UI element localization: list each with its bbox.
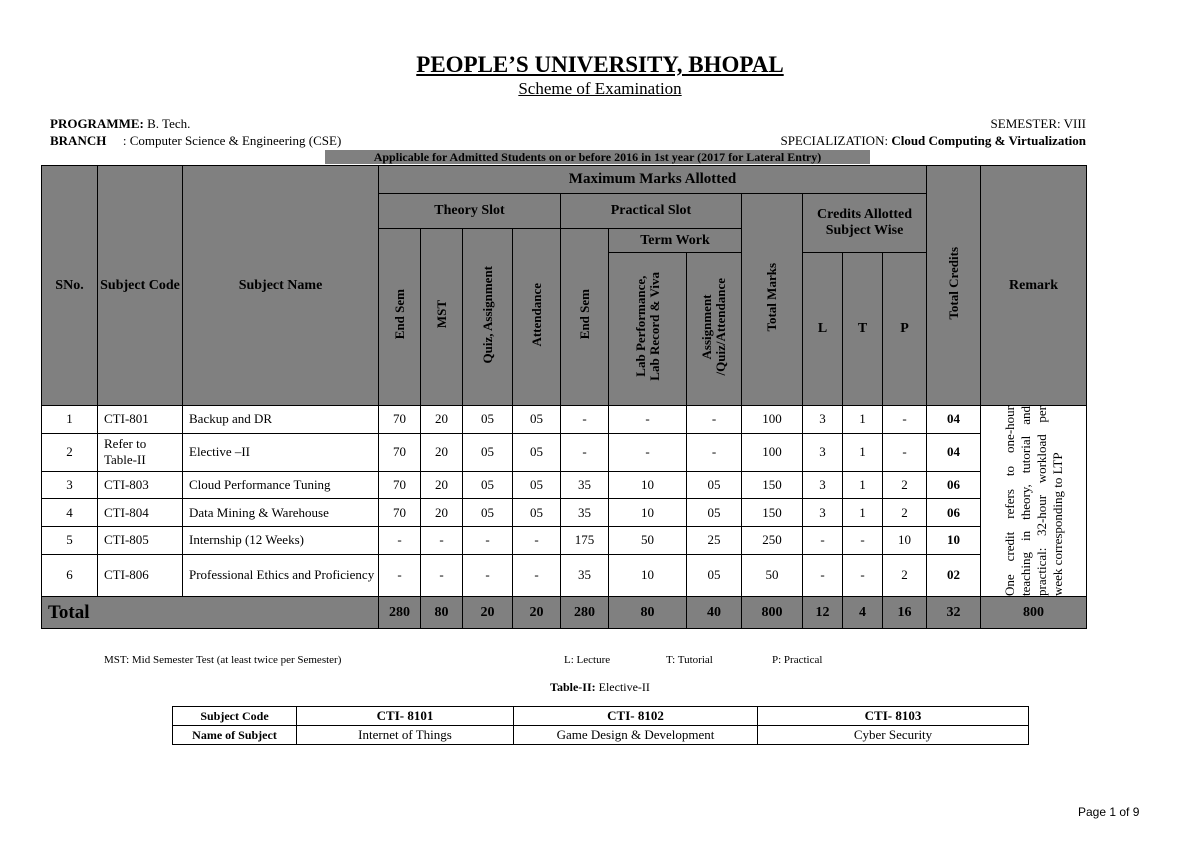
row-quiz: 05 [463,433,513,471]
branch-value: : Computer Science & Engineering (CSE) [122,133,342,148]
row-att: - [513,526,561,554]
row-te: 70 [379,471,421,499]
table-row [42,499,1087,527]
total-remark: 800 [981,597,1087,629]
row-mst: 20 [421,433,463,471]
row-total: 100 [742,433,803,471]
elective-code-3: CTI- 8103 [758,707,1029,726]
row-total-credits: 02 [927,554,981,597]
total-assignment: 40 [687,597,742,629]
header-p: P [883,253,927,406]
header-max-marks: Maximum Marks Allotted [379,166,927,194]
row-t: - [843,526,883,554]
row-quiz: - [463,526,513,554]
elective-caption [0,680,1200,695]
header-lab-text [634,272,662,381]
specialization-line [780,133,1086,149]
row-p: - [883,406,927,434]
elective-name-label: Name of Subject [173,726,297,745]
row-sno: 5 [42,526,98,554]
row-te: 70 [379,433,421,471]
row-l: 3 [803,471,843,499]
note-lecture: L: Lecture [564,654,611,666]
header-t: T [843,253,883,406]
elective-table [172,706,1029,745]
elective-name-1: Internet of Things [297,726,514,745]
specialization-label: SPECIALIZATION: [780,133,889,148]
row-total: 150 [742,499,803,527]
total-marks: 800 [742,597,803,629]
header-total-marks [742,194,803,406]
row-t: 1 [843,499,883,527]
row-quiz: 05 [463,499,513,527]
row-subject-name: Data Mining & Warehouse [183,499,379,527]
row-p: 2 [883,554,927,597]
total-attendance: 20 [513,597,561,629]
row-sno: 3 [42,471,98,499]
programme-value: B. Tech. [147,116,191,131]
header-assignment-line1: Assignment [699,294,714,360]
row-pe: 35 [561,499,609,527]
header-lab-performance [609,253,687,406]
total-p: 16 [883,597,927,629]
row-subject-name: Backup and DR [183,406,379,434]
row-total: 150 [742,471,803,499]
row-sno: 4 [42,499,98,527]
total-t: 4 [843,597,883,629]
total-lab: 80 [609,597,687,629]
row-lab: - [609,433,687,471]
header-lab-line1: Lab Performance, [632,275,648,378]
row-subject-code: CTI-801 [98,406,183,434]
elective-caption-text: Elective-II [598,680,650,694]
row-att: 05 [513,433,561,471]
row-total-credits: 06 [927,471,981,499]
row-subject-name: Elective –II [183,433,379,471]
row-asg: 25 [687,526,742,554]
applicability-banner: Applicable for Admitted Students on or before 2016 in 1st year (2017 for Lateral Entry) [325,150,870,164]
elective-code-2: CTI- 8102 [514,707,758,726]
elective-code-label: Subject Code [173,707,297,726]
header-total-marks-text: Total Marks [764,262,779,332]
branch-line [50,133,341,149]
header-assignment-line2: /Quiz/Attendance [713,277,728,376]
row-asg: - [687,433,742,471]
row-l: - [803,526,843,554]
header-term-work: Term Work [609,229,742,253]
row-total-credits: 10 [927,526,981,554]
row-p: 10 [883,526,927,554]
row-p: - [883,433,927,471]
header-credits-allotted: Credits Allotted Subject Wise [803,194,927,253]
row-sno: 6 [42,554,98,597]
row-lab: 10 [609,499,687,527]
header-theory-endsem-text: End Sem [391,289,407,340]
row-asg: 05 [687,554,742,597]
row-att: 05 [513,499,561,527]
row-sno: 2 [42,433,98,471]
header-quiz [463,229,513,406]
row-subject-code: CTI-804 [98,499,183,527]
header-total-credits-text: Total Credits [945,246,961,320]
elective-code-1: CTI- 8101 [297,707,514,726]
row-asg: 05 [687,471,742,499]
row-l: - [803,554,843,597]
header-subject-name: Subject Name [183,166,379,406]
row-mst: 20 [421,406,463,434]
row-total-credits: 06 [927,499,981,527]
row-subject-name: Cloud Performance Tuning [183,471,379,499]
header-attendance-text: Attendance [528,282,544,347]
total-credits: 32 [927,597,981,629]
row-lab: - [609,406,687,434]
page-number: Page 1 of 9 [1078,805,1140,819]
table-row [42,526,1087,554]
row-total: 100 [742,406,803,434]
row-pe: - [561,406,609,434]
table-row [42,554,1087,597]
header-practical-slot: Practical Slot [561,194,742,229]
elective-caption-label: Table-II: [550,680,596,694]
row-subject-code: CTI-803 [98,471,183,499]
header-quiz-text: Quiz, Assignment [479,265,495,364]
row-t: 1 [843,433,883,471]
page-title: PEOPLE’S UNIVERSITY, BHOPAL [416,52,784,77]
branch-label: BRANCH [50,133,107,148]
row-mst: 20 [421,499,463,527]
row-subject-code: Refer to Table-II [98,433,183,471]
row-total: 50 [742,554,803,597]
table-row [42,471,1087,499]
elective-name-2: Game Design & Development [514,726,758,745]
header-theory-slot: Theory Slot [379,194,561,229]
row-t: 1 [843,471,883,499]
total-row [42,597,1087,629]
note-tutorial: T: Tutorial [666,654,713,666]
row-subject-name: Internship (12 Weeks) [183,526,379,554]
header-subject-code: Subject Code [98,166,183,406]
programme-label: PROGRAMME: [50,116,144,131]
row-att: 05 [513,471,561,499]
row-l: 3 [803,499,843,527]
row-l: 3 [803,406,843,434]
total-mst: 80 [421,597,463,629]
row-total-credits: 04 [927,406,981,434]
programme-line [50,116,190,132]
row-quiz: 05 [463,471,513,499]
header-sno: SNo. [42,166,98,406]
row-p: 2 [883,499,927,527]
row-te: 70 [379,406,421,434]
row-p: 2 [883,471,927,499]
header-l: L [803,253,843,406]
row-att: 05 [513,406,561,434]
header-assignment [687,253,742,406]
header-theory-endsem [379,229,421,406]
row-pe: 35 [561,471,609,499]
specialization-value: Cloud Computing & Virtualization [891,133,1086,148]
header-lab-line2: Lab Record & Viva [646,272,662,381]
row-t: - [843,554,883,597]
row-pe: - [561,433,609,471]
row-mst: - [421,526,463,554]
row-mst: 20 [421,471,463,499]
note-practical: P: Practical [772,654,823,666]
row-mst: - [421,554,463,597]
row-sno: 1 [42,406,98,434]
row-quiz: 05 [463,406,513,434]
row-subject-code: CTI-805 [98,526,183,554]
header-attendance [513,229,561,406]
note-mst: MST: Mid Semester Test (at least twice per Semester) [104,654,342,666]
header-mst-text: MST [433,300,449,329]
header-assignment-text [700,278,728,376]
row-pe: 175 [561,526,609,554]
table-row [42,406,1087,434]
scheme-table [41,165,1087,629]
header-remark: Remark [981,166,1087,406]
row-t: 1 [843,406,883,434]
remark-cell [981,406,1087,597]
semester: SEMESTER: VIII [990,116,1086,131]
row-lab: 10 [609,554,687,597]
row-te: - [379,554,421,597]
row-asg: - [687,406,742,434]
header-mst [421,229,463,406]
table-row [42,433,1087,471]
row-subject-code: CTI-806 [98,554,183,597]
row-subject-name: Professional Ethics and Proficiency [183,554,379,597]
row-lab: 10 [609,471,687,499]
total-l: 12 [803,597,843,629]
page-subtitle: Scheme of Examination [518,79,682,98]
row-asg: 05 [687,499,742,527]
row-te: 70 [379,499,421,527]
total-theory-endsem: 280 [379,597,421,629]
row-lab: 50 [609,526,687,554]
remark-text: One credit refers to one-hour teaching in theory, tutorial and practical: 32-hour workload per week corresponding to LTP [1001,406,1065,596]
header-total-credits [927,166,981,406]
total-practical-endsem: 280 [561,597,609,629]
row-total-credits: 04 [927,433,981,471]
row-pe: 35 [561,554,609,597]
total-label: Total [42,597,379,629]
row-total: 250 [742,526,803,554]
elective-name-3: Cyber Security [758,726,1029,745]
header-practical-endsem-text: End Sem [576,289,592,340]
total-quiz: 20 [463,597,513,629]
row-l: 3 [803,433,843,471]
row-quiz: - [463,554,513,597]
row-te: - [379,526,421,554]
row-att: - [513,554,561,597]
header-practical-endsem [561,229,609,406]
